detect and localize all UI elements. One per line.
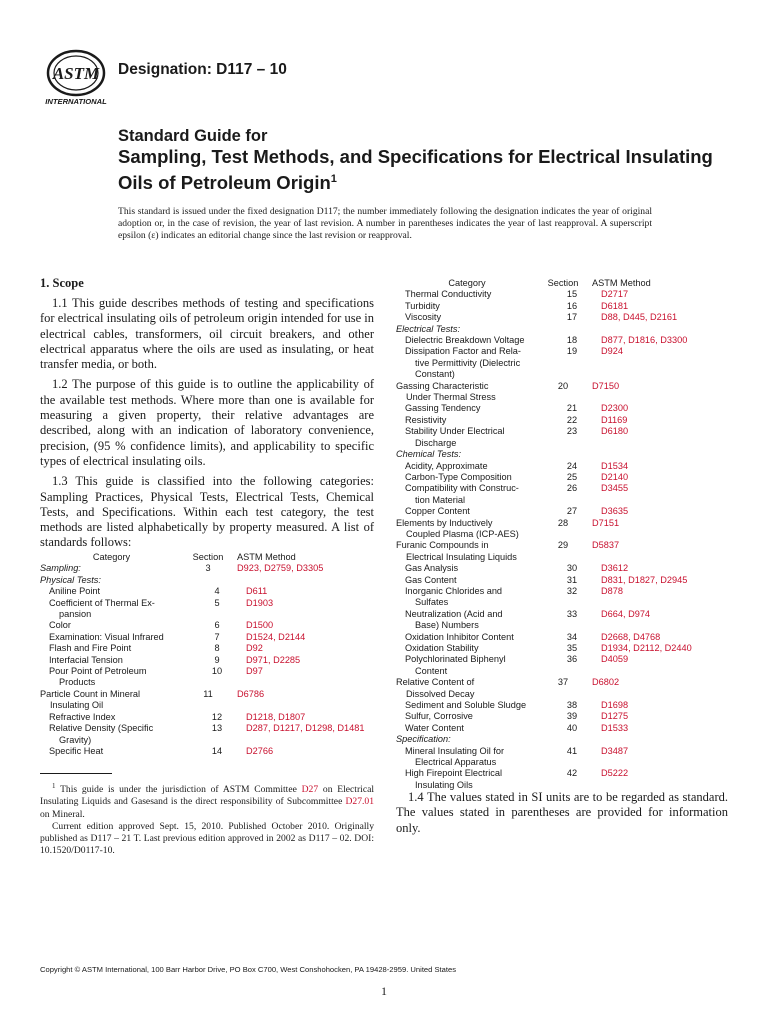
table-row	[396, 746, 730, 769]
row-astm-method-link[interactable]: D924	[601, 346, 623, 357]
row-astm-method-link[interactable]: D3487	[601, 745, 629, 756]
row-category-line: Copper Content	[405, 506, 470, 517]
table-rows-left	[40, 563, 374, 757]
title-main-text: Sampling, Test Methods, and Specifications for Electrical Insulating Oils of Petroleum Origin	[118, 146, 713, 194]
row-astm-method-link[interactable]: D6802	[592, 677, 620, 688]
logo-text: ASTM	[52, 64, 100, 83]
row-astm-method-link[interactable]: D6181	[601, 300, 629, 311]
row-section: 34	[566, 631, 578, 642]
row-section: 41	[566, 745, 578, 756]
table-row	[40, 666, 374, 689]
header-section: Section	[192, 552, 224, 562]
row-section: 26	[566, 483, 578, 494]
row-category-line: Flash and Fire Point	[49, 643, 132, 654]
row-astm-method-link[interactable]: D1500	[246, 620, 274, 631]
row-astm-method-link[interactable]: D6180	[601, 426, 629, 437]
row-section: 3	[205, 563, 211, 574]
row-astm-method-link[interactable]: D5222	[601, 768, 629, 779]
row-category	[396, 312, 547, 323]
row-category-line: Examination: Visual Infrared	[49, 631, 164, 642]
row-section: 13	[211, 723, 223, 734]
row-category-line: Neutralization (Acid and	[405, 608, 503, 619]
table-row	[396, 677, 730, 700]
row-category-line: Dielectric Breakdown Voltage	[405, 335, 525, 346]
row-astm-method-link[interactable]: D7150	[592, 380, 620, 391]
astm-logo-graphic	[40, 48, 112, 106]
row-category	[396, 609, 547, 632]
row-category	[396, 723, 547, 734]
row-category	[396, 289, 547, 300]
table-row	[396, 711, 730, 722]
row-section: 30	[566, 563, 578, 574]
table-row	[396, 700, 730, 711]
row-astm-method-link[interactable]: D6786	[237, 688, 265, 699]
row-section: 23	[566, 426, 578, 437]
row-category	[40, 643, 192, 654]
row-category-line: Color	[49, 620, 71, 631]
table-row	[396, 426, 730, 449]
row-category-line: pansion	[59, 609, 92, 620]
row-section: 11	[203, 688, 213, 699]
row-section	[538, 449, 588, 460]
row-section: 24	[566, 460, 578, 471]
logo-subtext: INTERNATIONAL	[45, 97, 107, 106]
row-category-line: Gassing Characteristic	[396, 380, 489, 391]
row-category-line: tion Material	[415, 494, 466, 505]
table-row	[396, 586, 730, 609]
row-category	[396, 381, 538, 404]
row-astm-method-link[interactable]: D2766	[246, 745, 274, 756]
table-row	[396, 575, 730, 586]
row-section: 40	[566, 722, 578, 733]
row-category	[396, 643, 547, 654]
row-astm-method-link[interactable]: D971, D2285	[246, 654, 301, 665]
table-row	[40, 598, 374, 621]
row-category	[40, 655, 192, 666]
row-section	[538, 324, 588, 335]
row-category-line: Electrical Insulating Liquids	[406, 551, 517, 562]
row-astm-method-link[interactable]: D2717	[601, 289, 629, 300]
table-row	[396, 415, 730, 426]
row-category	[396, 324, 538, 335]
table-row	[396, 632, 730, 643]
row-category-line: Interfacial Tension	[49, 654, 123, 665]
title-main	[118, 146, 738, 194]
row-category	[396, 346, 547, 380]
row-category	[396, 734, 538, 745]
row-category-line: Carbon-Type Composition	[405, 471, 512, 482]
row-astm-method-link[interactable]: D88, D445, D2161	[601, 312, 678, 323]
row-section: 22	[566, 414, 578, 425]
row-category	[40, 620, 192, 631]
row-category-line: Specific Heat	[49, 745, 104, 756]
row-astm-method-link[interactable]: D5837	[592, 540, 620, 551]
table-row	[40, 712, 374, 723]
table-row	[396, 654, 730, 677]
row-section	[538, 734, 588, 745]
footnote-paragraph-2: Current edition approved Sept. 15, 2010. Published October 2010. Originally published as D117 – 21 T. Last previous edition approved in 2002 as D117 – 02. DOI: 10.1520/D0117-10.	[40, 820, 374, 857]
row-category	[396, 518, 538, 541]
intro-text: This standard is issued under the fixed designation D117; the number immediately following the designation indicates the year of original adoption or, in the case of revision, the year of last revision. A number in parentheses indicates the year of last reapproval. A superscript epsilon (ε) indicates an editorial change since the last revision or reapproval.	[118, 206, 652, 242]
page-number: 1	[381, 984, 387, 998]
row-astm-method-link[interactable]: D2668, D4768	[601, 631, 661, 642]
row-category	[396, 426, 547, 449]
row-astm-method-link[interactable]: D2300	[601, 403, 629, 414]
row-section: 42	[566, 768, 578, 779]
row-astm-method-link	[588, 734, 730, 745]
table-row	[40, 586, 374, 597]
row-section: 29	[557, 540, 569, 551]
row-astm-method-link[interactable]: D3635	[601, 506, 629, 517]
row-category-line: Mineral Insulating Oil for	[405, 745, 505, 756]
astm-logo	[40, 48, 112, 106]
table-header-row	[40, 552, 374, 563]
footnote-marker: 1	[52, 782, 56, 790]
row-astm-method-link[interactable]: D2140	[601, 471, 629, 482]
row-category	[40, 575, 183, 586]
row-category-line: Coefficient of Thermal Ex-	[49, 597, 155, 608]
row-section: 7	[214, 631, 220, 642]
row-category	[396, 540, 538, 563]
row-category	[396, 654, 547, 677]
row-category-line: Dissipation Factor and Rela-	[405, 346, 521, 357]
row-astm-method-link[interactable]: D611	[246, 586, 268, 597]
row-category	[40, 563, 183, 574]
row-category-line: Compatibility with Construc-	[405, 483, 519, 494]
row-section: 32	[566, 585, 578, 596]
header-category: Category	[448, 278, 486, 288]
row-category-line: Water Content	[405, 722, 464, 733]
row-category-line: Content	[415, 665, 448, 676]
table-row	[396, 609, 730, 632]
row-category-line: Polychlorinated Biphenyl	[405, 654, 506, 665]
footnote-text-c: on Mineral.	[40, 808, 85, 820]
row-section: 19	[566, 346, 578, 357]
row-astm-method-link[interactable]: D1534	[601, 460, 629, 471]
copyright-notice: Copyright © ASTM International, 100 Barr Harbor Drive, PO Box C700, West Conshohocken, PA 19428-2959. United States	[40, 965, 457, 974]
row-section: 31	[566, 574, 578, 585]
table-rows-right	[396, 289, 730, 791]
row-category-line: Oxidation Inhibitor Content	[405, 631, 514, 642]
row-section: 18	[566, 335, 578, 346]
row-section	[183, 575, 233, 586]
row-section: 37	[557, 677, 569, 688]
table-row	[396, 563, 730, 574]
row-category-line: Gas Analysis	[405, 563, 459, 574]
row-astm-method-link[interactable]: D1169	[601, 414, 628, 425]
table-row	[40, 655, 374, 666]
row-category	[396, 506, 547, 517]
row-section: 20	[557, 380, 569, 391]
row-astm-method-link[interactable]: D92	[246, 643, 263, 654]
row-section: 17	[566, 312, 578, 323]
row-category-line: Elements by Inductively	[396, 517, 493, 528]
row-category	[396, 415, 547, 426]
row-category	[40, 712, 192, 723]
row-category-line: Physical Tests:	[40, 574, 101, 585]
row-category-line: Base) Numbers	[415, 620, 479, 631]
row-category-line: Stability Under Electrical	[405, 426, 505, 437]
row-astm-method-link[interactable]: D4059	[601, 654, 629, 665]
row-category	[396, 586, 547, 609]
row-section: 4	[214, 586, 220, 597]
subcommittee-d27-01-link[interactable]: D27.01	[345, 796, 374, 808]
table-row	[396, 403, 730, 414]
row-section: 21	[566, 403, 578, 414]
table-row	[396, 506, 730, 517]
row-astm-method-link[interactable]: D1524, D2144	[246, 631, 306, 642]
row-category	[40, 666, 192, 689]
row-category-line: Resistivity	[405, 414, 447, 425]
row-category-line: Insulating Oil	[50, 700, 104, 711]
row-category-line: Thermal Conductivity	[405, 289, 492, 300]
table-row	[40, 723, 374, 746]
row-category-line: Chemical Tests:	[396, 449, 462, 460]
scope-heading: 1. Scope	[40, 276, 84, 290]
row-category-line: Acidity, Approximate	[405, 460, 488, 471]
table-row	[396, 472, 730, 483]
row-category-line: Coupled Plasma (ICP-AES)	[406, 528, 519, 539]
table-row	[396, 312, 730, 323]
table-row	[396, 768, 730, 791]
row-astm-method-link[interactable]: D7151	[592, 517, 620, 528]
row-category-line: Electrical Tests:	[396, 323, 460, 334]
row-category-line: Aniline Point	[49, 586, 101, 597]
row-category	[396, 403, 547, 414]
row-section: 8	[214, 643, 220, 654]
row-category	[396, 335, 547, 346]
table-row	[40, 620, 374, 631]
row-section: 36	[566, 654, 578, 665]
row-astm-method-link	[233, 575, 374, 586]
row-category-line: Turbidity	[405, 300, 440, 311]
row-section: 33	[566, 608, 578, 619]
table-row	[396, 518, 730, 541]
row-astm-method-link[interactable]: D877, D1816, D3300	[601, 335, 688, 346]
row-category-line: Relative Content of	[396, 677, 475, 688]
row-astm-method-link[interactable]: D1275	[601, 711, 629, 722]
table-row	[396, 734, 730, 745]
row-category-line: Oxidation Stability	[405, 643, 479, 653]
row-category-line: Sulfur, Corrosive	[405, 711, 473, 722]
table-row	[396, 643, 730, 654]
row-section: 28	[557, 517, 569, 528]
standards-table-right	[396, 278, 730, 791]
row-category	[396, 677, 538, 700]
row-category-line: Under Thermal Stress	[406, 392, 496, 403]
paragraph-1-3: 1.3 This guide is classified into the following categories: Sampling Practices, Physical Tests, Electrical Tests, Chemical Tests, and Specifications. Within each test category, the test methods are listed alphabetically by property measured. A list of standards follows:	[40, 474, 374, 550]
table-row	[396, 483, 730, 506]
footnote-paragraph-1	[40, 780, 374, 821]
row-category	[40, 689, 183, 712]
row-category-line: Inorganic Chlorides and	[405, 585, 503, 596]
table-row	[40, 643, 374, 654]
footnote-text-a: This guide is under the jurisdiction of ASTM Committee	[55, 784, 302, 796]
row-category-line: Particle Count in Mineral	[40, 688, 141, 699]
title-block	[118, 126, 738, 194]
row-category-line: Pour Point of Petroleum	[49, 666, 147, 677]
row-astm-method-link[interactable]: D287, D1217, D1298, D1481	[246, 723, 365, 734]
row-category	[396, 301, 547, 312]
table-row	[396, 289, 730, 300]
row-category-line: Sampling:	[40, 563, 81, 574]
row-astm-method-link	[588, 449, 730, 460]
footnote-text-b: on Electrical Insulating Liquids and Gasesand is the direct responsibility of Subcommittee	[40, 784, 374, 808]
row-category-line: Gassing Tendency	[405, 403, 481, 414]
row-section: 25	[566, 471, 578, 482]
row-section: 15	[566, 289, 578, 300]
row-astm-method-link[interactable]: D831, D1827, D2945	[601, 574, 688, 585]
row-category-line: Refractive Index	[49, 711, 116, 722]
row-astm-method-link[interactable]: D1218, D1807	[246, 711, 306, 722]
header-method: ASTM Method	[237, 552, 296, 562]
row-category-line: Electrical Apparatus	[415, 757, 497, 768]
row-category	[40, 598, 192, 621]
row-category	[396, 746, 547, 769]
title-footnote-marker: 1	[330, 173, 337, 185]
row-astm-method-link[interactable]: D664, D974	[601, 608, 651, 619]
paragraph-1-2: 1.2 The purpose of this guide is to outline the applicability of the available test methods. Where more than one is available for measuring a given property, their relative advantages are described, along with an indication of laboratory convenience, precision, (95 % confidence limits), and applicability to specific types of electrical insulating oils.	[40, 377, 374, 468]
table-row	[396, 540, 730, 563]
row-section: 38	[566, 700, 578, 711]
table-row	[40, 575, 374, 586]
standards-table-left	[40, 552, 374, 757]
row-category-line: Sulfates	[415, 597, 449, 608]
row-section: 27	[566, 506, 578, 517]
paragraph-1-4: 1.4 The values stated in SI units are to be regarded as standard. The values stated in parentheses are provided for information only.	[396, 790, 728, 835]
row-astm-method-link[interactable]: D1698	[601, 700, 629, 711]
row-section: 5	[214, 597, 220, 608]
row-category	[396, 472, 547, 483]
committee-d27-link[interactable]: D27	[301, 784, 319, 796]
row-section: 9	[214, 654, 220, 665]
row-astm-method-link[interactable]: D878	[601, 585, 623, 596]
row-category	[396, 461, 547, 472]
row-category	[396, 575, 547, 586]
row-section: 6	[214, 620, 220, 631]
row-astm-method-link[interactable]: D1533	[601, 722, 629, 733]
row-astm-method-link[interactable]: D3455	[601, 483, 629, 494]
left-column	[40, 276, 374, 556]
row-category-line: Viscosity	[405, 312, 442, 323]
row-category-line: Gas Content	[405, 574, 457, 585]
table-row	[396, 346, 730, 380]
row-section: 14	[211, 745, 223, 756]
designation: Designation: D117 – 10	[118, 61, 287, 78]
row-category-line: Gravity)	[59, 734, 92, 745]
row-category	[396, 632, 547, 643]
row-category-line: Dissolved Decay	[406, 688, 475, 699]
row-astm-method-link	[588, 324, 730, 335]
table-row	[396, 335, 730, 346]
row-section: 12	[211, 711, 223, 722]
row-section: 35	[566, 643, 578, 653]
row-section: 16	[566, 300, 578, 311]
row-astm-method-link[interactable]: D3612	[601, 563, 629, 574]
table-header-row	[396, 278, 730, 289]
row-section: 10	[211, 666, 223, 677]
table-row	[396, 449, 730, 460]
row-section: 39	[566, 711, 578, 722]
header-method: ASTM Method	[592, 278, 651, 288]
row-category-line: Relative Density (Specific	[49, 723, 154, 734]
table-row	[396, 461, 730, 472]
table-row	[396, 381, 730, 404]
row-category-line: Sediment and Soluble Sludge	[405, 700, 527, 711]
row-category	[396, 483, 547, 506]
footnote-divider	[40, 773, 112, 774]
row-astm-method-link[interactable]: D97	[246, 666, 263, 677]
row-category	[396, 768, 547, 791]
table-row	[396, 723, 730, 734]
table-row	[40, 689, 374, 712]
paragraph-1-1: 1.1 This guide describes methods of testing and specifications for electrical insulating oils of petroleum origin intended for use in electrical cables, transformers, oil circuit breakers, and other electrical apparatus where the oils are used as insulating, or heat transfer media, or both.	[40, 296, 374, 372]
row-astm-method-link[interactable]: D1903	[246, 597, 274, 608]
header-category: Category	[92, 552, 131, 562]
header-section: Section	[547, 278, 579, 288]
row-category-line: Specification:	[396, 734, 451, 745]
row-category	[396, 711, 547, 722]
row-category	[40, 586, 192, 597]
table-row	[40, 746, 374, 757]
row-category-line: Insulating Oils	[415, 779, 473, 790]
table-row	[396, 324, 730, 335]
footnote	[40, 780, 374, 857]
row-category-line: Discharge	[415, 437, 457, 448]
row-category	[396, 700, 547, 711]
table-row	[40, 632, 374, 643]
table-row	[40, 563, 374, 574]
title-prefix: Standard Guide for	[118, 127, 268, 145]
row-astm-method-link[interactable]: D1934, D2112, D2440	[601, 643, 692, 653]
row-category-line: tive Permittivity (Dielectric	[415, 357, 521, 368]
row-category-line: Products	[59, 677, 96, 688]
row-category	[396, 449, 538, 460]
row-category	[396, 563, 547, 574]
row-category	[40, 723, 192, 746]
row-category-line: High Firepoint Electrical	[405, 768, 503, 779]
row-category	[40, 746, 192, 757]
table-row	[396, 301, 730, 312]
row-category-line: Constant)	[415, 369, 455, 380]
row-category-line: Furanic Compounds in	[396, 540, 489, 551]
row-category	[40, 632, 192, 643]
row-astm-method-link[interactable]: D923, D2759, D3305	[237, 563, 324, 574]
